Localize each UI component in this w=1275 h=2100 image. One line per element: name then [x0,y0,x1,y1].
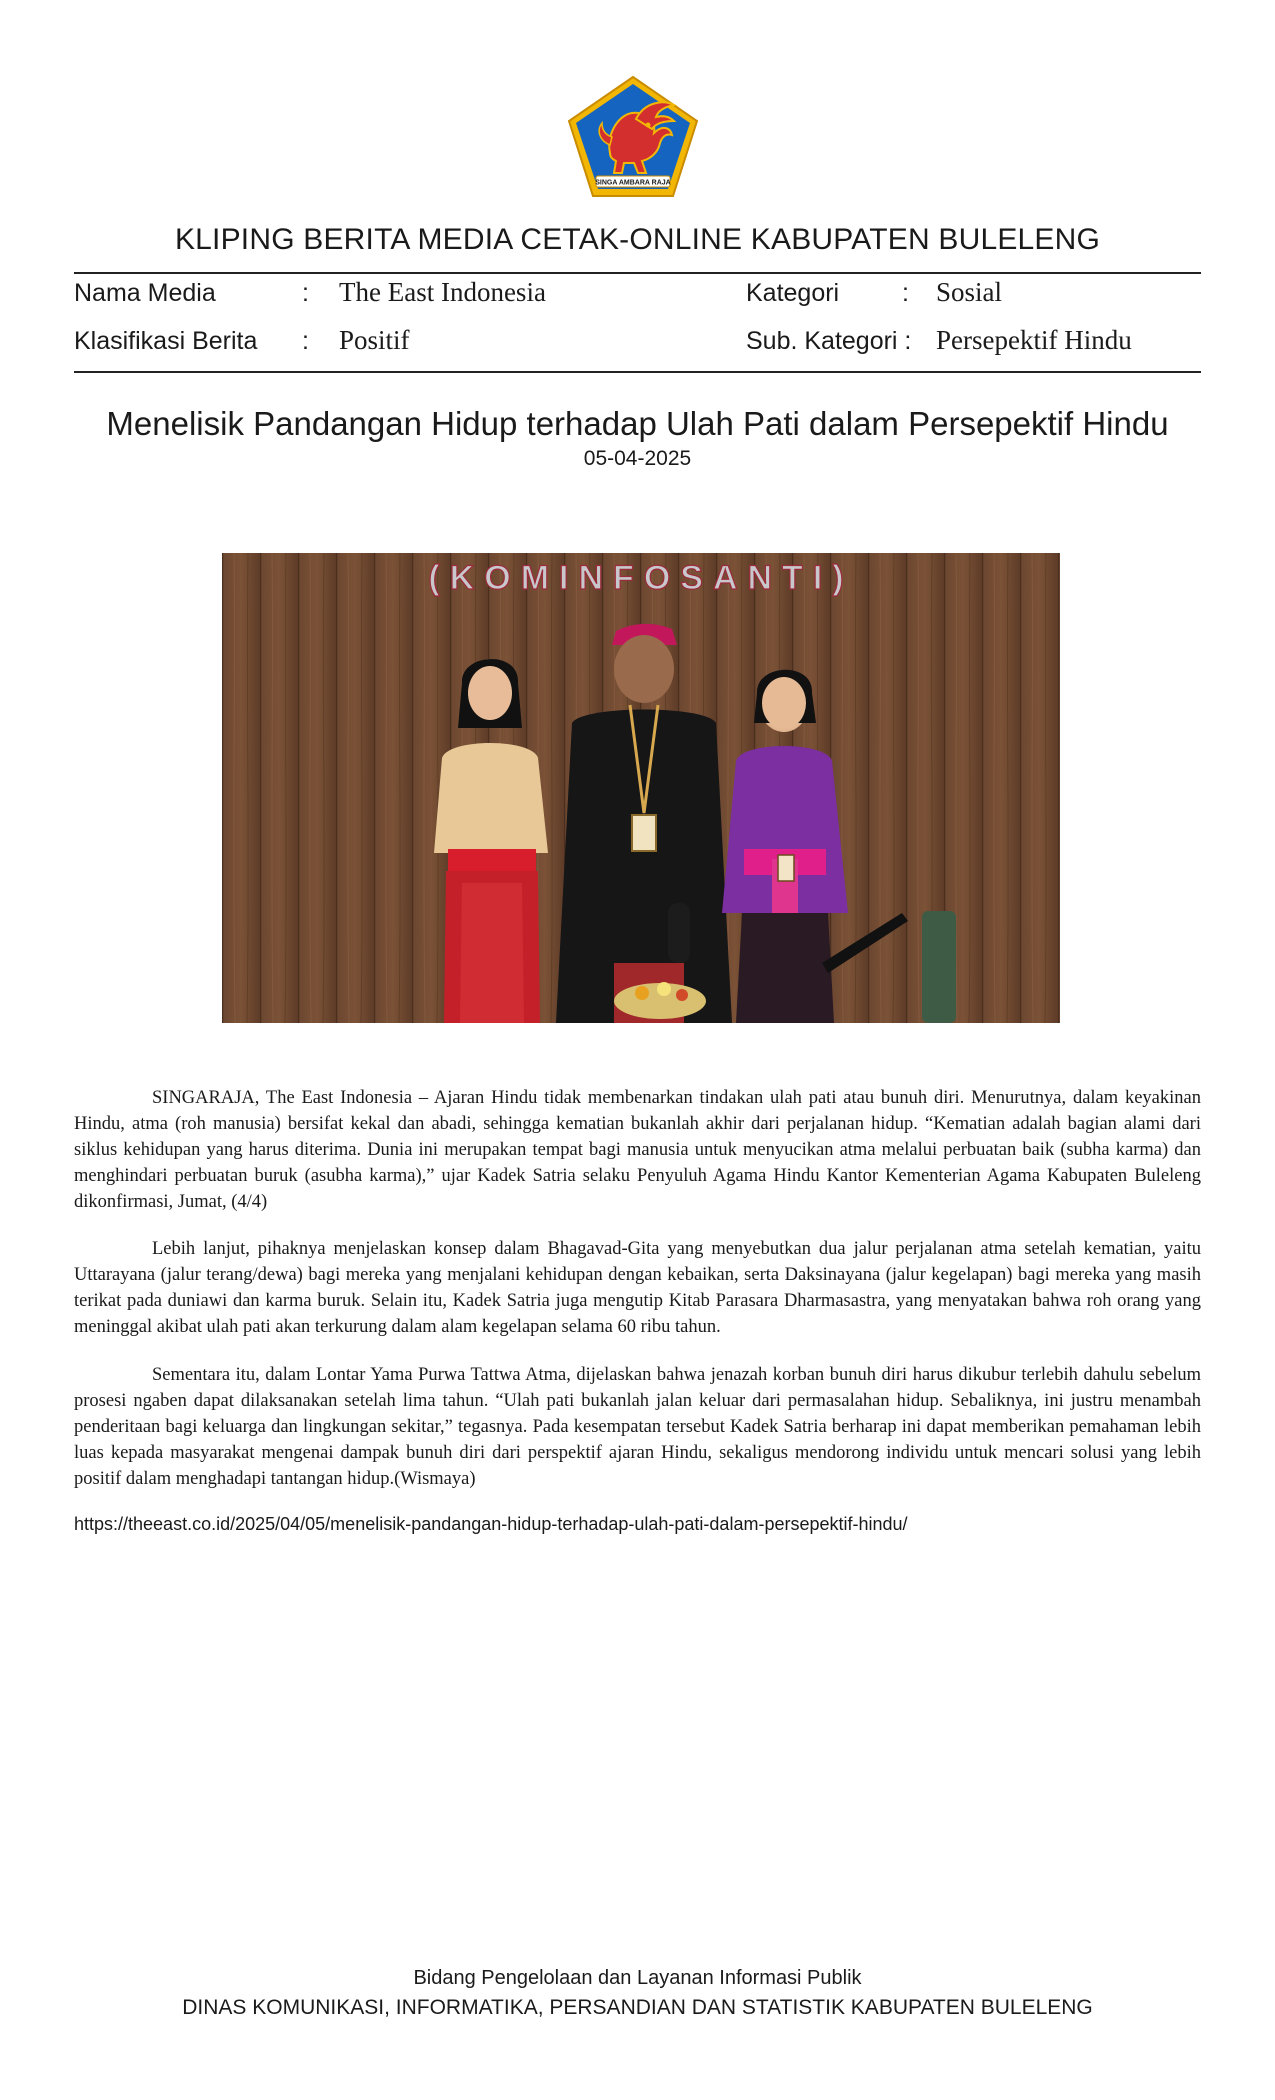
article-paragraph: Lebih lanjut, pihaknya menjelaskan konsep dalam Bhagavad-Gita yang menyebutkan dua jalur perjalanan atma setelah kematian, yaitu Uttarayana (jalur terang/dewa) bagi mereka yang menjalani kehidupan dengan kebaikan, serta Daksinayana (jalur kegelapan) bagi mereka yang masih terikat pada duniawi dan karma buruk. Selain itu, Kadek Satria juga mengutip Kitab Parasara Dharmasastra, yang menyatakan bahwa roh orang yang meninggal akibat ulah pati akan terkurung dalam alam kegelapan selama 60 ribu tahun. [74,1239,1201,1337]
tumbler [922,911,956,1023]
footer-agency: DINAS KOMUNIKASI, INFORMATIKA, PERSANDIAN DAN STATISTIK KABUPATEN BULELENG [182,1996,1093,2019]
article-date: 05-04-2025 [583,447,692,470]
media-value: The East Indonesia [339,277,546,307]
clipping-header-title: KLIPING BERITA MEDIA CETAK-ONLINE KABUPATEN BULELENG [174,223,1101,256]
klasifikasi-value: Positif [339,325,410,355]
kategori-value: Sosial [936,277,1003,307]
media-label: Nama Media [74,279,216,307]
buleleng-emblem-icon [566,75,700,199]
klasifikasi-label: Klasifikasi Berita [74,327,258,355]
footer-division: Bidang Pengelolaan dan Layanan Informasi Publik [413,1967,862,1989]
header-rule-bottom [74,371,1201,373]
klasifikasi-colon: : [302,327,309,355]
article-paragraph: SINGARAJA, The East Indonesia – Ajaran Hindu tidak membenarkan tindakan ulah pati atau bunuh diri. Menurutnya, dalam keyakinan Hindu, atma (roh manusia) bersifat kekal dan abadi, sehingga kematian bukanlah akhir dari perjalanan hidup. “Kematian adalah bagian alami dari siklus kehidupan yang harus diterima. Dunia ini merupakan tempat bagi manusia untuk menyucikan atma melalui perbuatan baik (subha karma) dan menghindari perbuatan buruk (asubha karma),” ujar Kadek Satria selaku Penyuluh Agama Hindu Kantor Kementerian Agama Kabupaten Buleleng dikonfirmasi, Jumat, (4/4) [74,1088,1201,1212]
photo-wall-sign: (KOMINFOSANTI) [428,559,854,597]
subkategori-value: Persepektif Hindu [936,325,1132,355]
source-url-link[interactable]: https://theeast.co.id/2025/04/05/menelisik-pandangan-hidup-terhadap-ulah-pati-dalam-persepektif-hindu/ [74,1514,908,1534]
kategori-label: Kategori [746,279,840,307]
subkategori-label: Sub. Kategori : [746,327,912,355]
header-rule-top [74,272,1201,274]
article-photo [222,553,1060,1023]
emblem-motto: SINGA AMBARA RAJA [595,179,671,187]
article-paragraph: Sementara itu, dalam Lontar Yama Purwa Tattwa Atma, dijelaskan bahwa jenazah korban bunuh diri harus dikubur terlebih dahulu sebelum prosesi ngaben dapat dilaksanakan setelah lima tahun. “Ulah pati bukanlah jalan keluar dari permasalahan hidup. Sebaliknya, ini justru menambah penderitaan bagi keluarga dan lingkungan sekitar,” tegasnya. Pada kesempatan tersebut Kadek Satria berharap ini dapat memberikan pemahaman lebih luas kepada masyarakat mengenai dampak bunuh diri dari perspektif ajaran Hindu, sekaligus mendorong individu untuk mencari solusi yang lebih positif dalam menghadapi tantangan hidup.(Wismaya) [74,1365,1201,1489]
media-colon: : [302,279,309,307]
kategori-colon: : [902,279,909,307]
article-title: Menelisik Pandangan Hidup terhadap Ulah Pati dalam Persepektif Hindu [106,405,1169,442]
microphone [668,903,690,963]
